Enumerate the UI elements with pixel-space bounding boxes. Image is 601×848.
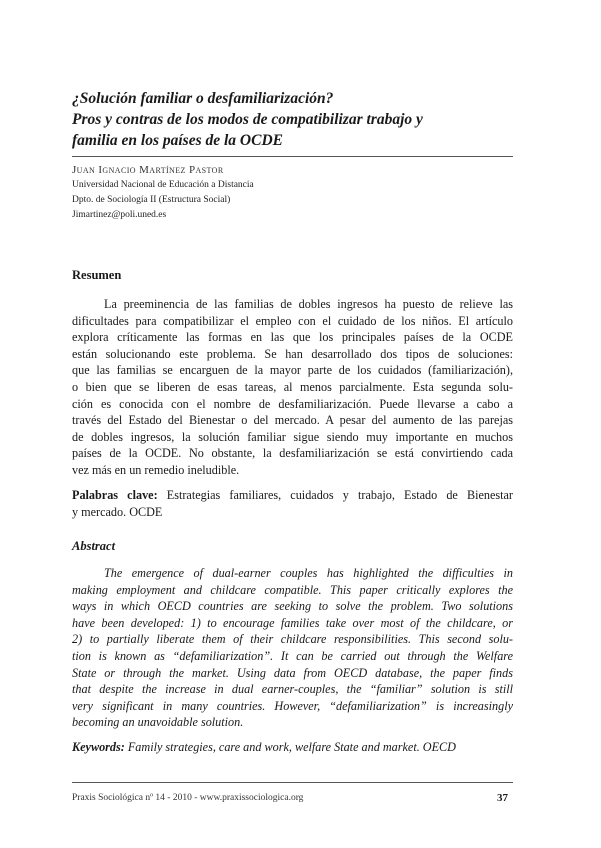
resumen-paragraph	[72, 296, 513, 479]
palabras-clave-label: Palabras clave:	[72, 488, 158, 502]
text-line: The emergence of dual-earner couples has highlighted the difficulties in	[104, 566, 513, 580]
text-line: de dobles ingresos, la solución familiar sigue siendo muy importante en muchos	[72, 429, 513, 444]
journal-footer: Praxis Sociológica nº 14 - 2010 - www.praxissociologica.org	[72, 793, 304, 803]
text-line: explora críticamente las formas en las que los principales países de la OCDE	[72, 330, 513, 345]
text-line: very significant in many countries. However, “defamiliarization” is increasingly	[72, 698, 513, 713]
title-line: ¿Solución familiar o desfamiliarización?	[72, 90, 334, 107]
text-line: making employment and childcare compatible. This paper critically explores the	[72, 582, 513, 597]
keywords-text: Family strategies, care and work, welfare State and market. OECD	[127, 740, 456, 754]
text-line: vez más en un remedio ineludible.	[72, 462, 240, 477]
text-line: o bien que se liberen de esas tareas, al menos parcialmente. Esta segunda solu-	[72, 379, 513, 394]
text-line: que las familias se encarguen de la mayor parte de los cuidados (familiarización),	[72, 363, 513, 378]
text-line: 2) to partially liberate them of their childcare responsibilities. This second solu-	[72, 632, 513, 647]
text-line: países de la OCDE. No obstante, la desfamiliarización se está convirtiendo cada	[72, 446, 513, 461]
text-line: State or through the market. Using data from OECD database, the paper finds	[72, 665, 513, 680]
page-number: 37	[497, 792, 508, 804]
palabras-clave-text: y mercado. OCDE	[72, 504, 163, 519]
keywords	[72, 739, 513, 756]
keywords-label: Keywords:	[72, 740, 125, 754]
text-line: tion is known as “defamiliarization”. It can be carried out through the Welfare	[72, 648, 513, 663]
palabras-clave	[72, 487, 513, 520]
text-line: have been developed: 1) to encourage families take over most of the childcare, or	[72, 615, 513, 630]
text-line: través del Estado del Bienestar o del mercado. A pesar del aumento de las parejas	[72, 413, 513, 428]
abstract-heading: Abstract	[72, 539, 116, 553]
title-line: familia en los países de la OCDE	[72, 132, 283, 149]
footer-divider	[72, 782, 513, 783]
title-line: Pros y contras de los modos de compatibilizar trabajo y	[72, 111, 423, 128]
resumen-heading: Resumen	[72, 268, 122, 282]
text-line: están solucionando este problema. Se han desarrollado dos tipos de soluciones:	[72, 346, 513, 361]
affiliation-department: Dpto. de Sociología II (Estructura Social)	[72, 195, 231, 205]
article-title	[72, 88, 522, 151]
text-line: dificultades para compatibilizar el empleo con el cuidado de los niños. El artículo	[72, 313, 513, 328]
palabras-clave-text: Estrategias familiares, cuidados y trabajo, Estado de Bienestar	[166, 488, 513, 502]
text-line: becoming an unavoidable solution.	[72, 715, 244, 730]
abstract-paragraph	[72, 565, 513, 731]
text-line: La preeminencia de las familias de dobles ingresos ha puesto de relieve las	[104, 297, 513, 311]
text-line: ción es conocida con el nombre de desfamiliarización. Puede llevarse a cabo a	[72, 396, 513, 411]
header-divider	[72, 156, 513, 157]
author-name: Juan Ignacio Martínez Pastor	[72, 164, 224, 176]
author-email: Jimartinez@poli.uned.es	[72, 210, 167, 220]
text-line: that despite the increase in dual earner-couples, the “familiar” solution is still	[72, 682, 513, 697]
text-line: ways in which OECD countries are seeking to solve the problem. Two solutions	[72, 599, 513, 614]
affiliation-university: Universidad Nacional de Educación a Distancia	[72, 180, 254, 190]
